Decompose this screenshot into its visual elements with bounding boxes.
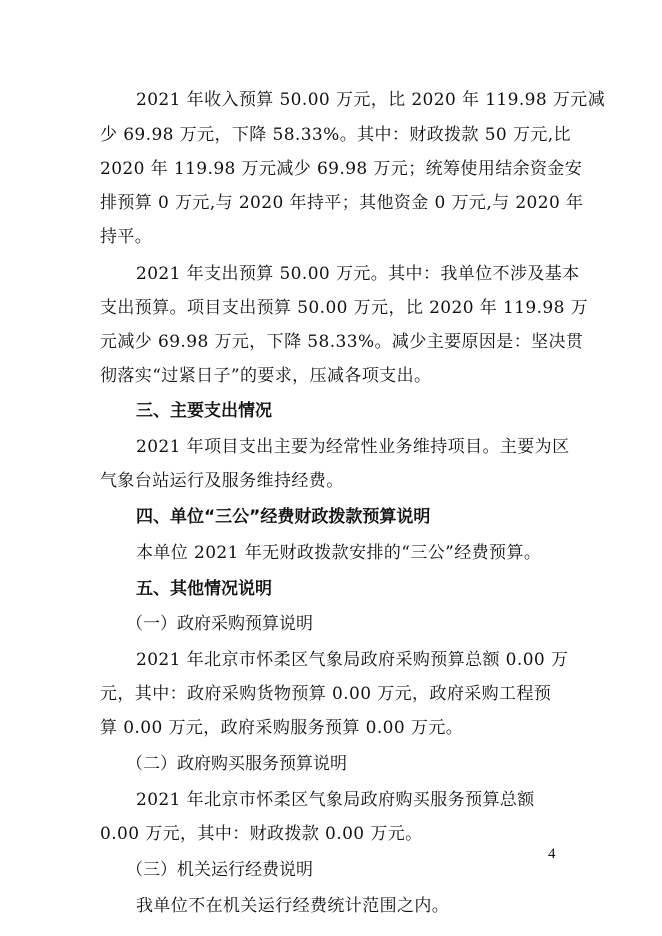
procurement-line: 算 0.00 万元，政府采购服务预算 0.00 万元。 [100,718,464,738]
procurement-line: 元，其中：政府采购货物预算 0.00 万元，政府采购工程预 [100,684,552,704]
subsection-title-purchase-services: （二）政府购买服务预算说明 [126,754,347,774]
income-paragraph-line: 排预算 0 万元,与 2020 年持平；其他资金 0 万元,与 2020 年 [100,193,584,213]
expense-paragraph-line: 彻落实“过紧日子”的要求，压减各项支出。 [100,366,432,386]
procurement-line: 2021 年北京市怀柔区气象局政府采购预算总额 0.00 万 [136,650,569,670]
section3-line: 气象台站运行及服务维持经费。 [100,471,344,491]
page-number: 4 [548,846,556,862]
subsection-title-operating-costs: （三）机关运行经费说明 [126,860,313,880]
purchase-services-line: 0.00 万元，其中：财政拨款 0.00 万元。 [100,824,423,844]
expense-paragraph-line: 支出预算。项目支出预算 50.00 万元，比 2020 年 119.98 万 [100,298,589,318]
purchase-services-line: 2021 年北京市怀柔区气象局政府购买服务预算总额 [136,790,535,810]
section4-line: 本单位 2021 年无财政拨款安排的“三公”经费预算。 [136,543,542,563]
expense-paragraph-line: 元减少 69.98 万元，下降 58.33%。减少主要原因是：坚决贯 [100,332,584,352]
income-paragraph-line: 2021 年收入预算 50.00 万元，比 2020 年 119.98 万元减 [136,90,606,110]
section3-line: 2021 年项目支出主要为经常性业务维持项目。主要为区 [136,437,570,457]
section-heading-main-expenditure: 三、主要支出情况 [136,401,272,421]
income-paragraph-line: 少 69.98 万元，下降 58.33%。其中：财政拨款 50 万元,比 [100,125,571,145]
expense-paragraph-line: 2021 年支出预算 50.00 万元。其中：我单位不涉及基本 [136,264,580,284]
section-heading-three-public-expenses: 四、单位“三公”经费财政拨款预算说明 [136,507,431,527]
income-paragraph-line: 2020 年 119.98 万元减少 69.98 万元；统筹使用结余资金安 [100,159,583,179]
operating-costs-line: 我单位不在机关运行经费统计范围之内。 [136,896,450,916]
income-paragraph-line: 持平。 [100,227,153,247]
section-heading-other-notes: 五、其他情况说明 [136,579,272,599]
subsection-title-procurement: （一）政府采购预算说明 [126,614,313,634]
